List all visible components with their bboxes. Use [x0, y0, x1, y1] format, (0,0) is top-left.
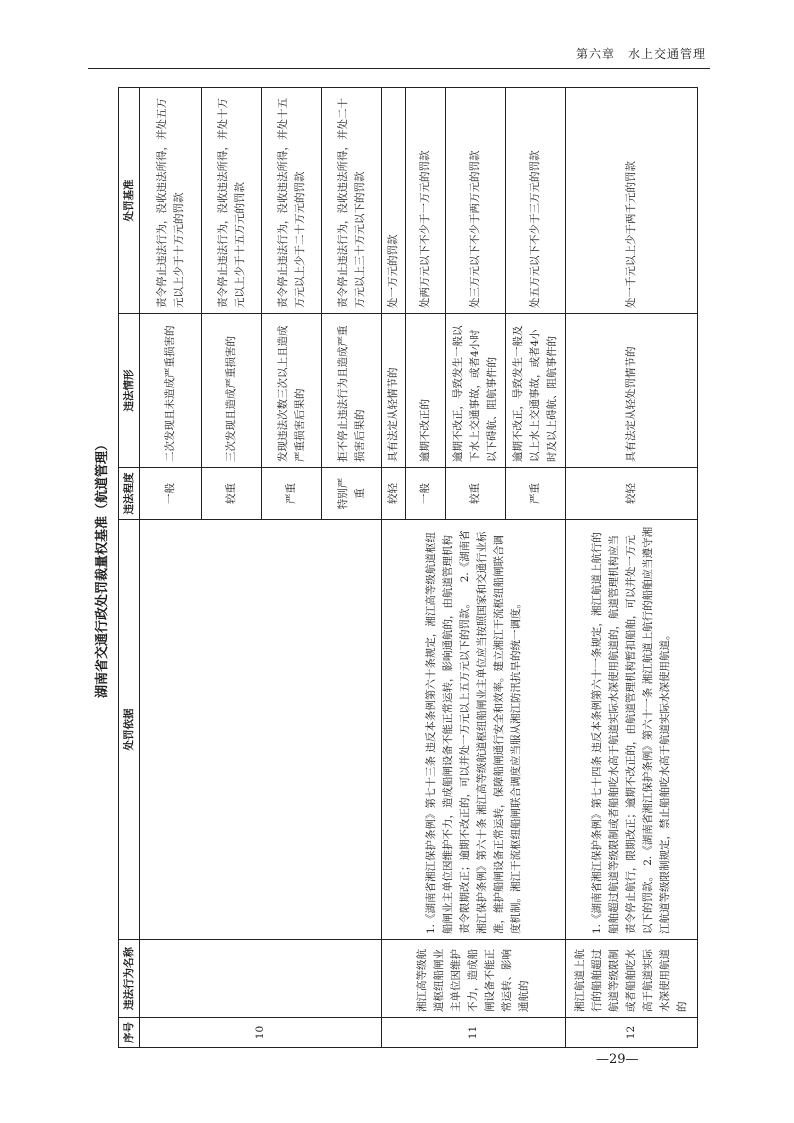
- page-header: 第六章 水上交通管理: [575, 47, 706, 61]
- table-row: [140, 88, 202, 1048]
- situation-cell: 三次发现且造成严重损害的: [202, 314, 262, 468]
- standard-cell: 责令停止违法行为，没收违法所得，并处十万元以上少于十五万元的罚款: [202, 88, 262, 314]
- situation-cell: 逾期不改正的: [406, 314, 446, 468]
- table-row: [382, 88, 406, 1048]
- name-cell: 湘江航道上航行的船舶超过航道等级限制或者船舶吃水高于航道实际水深使用航道的: [566, 940, 698, 1018]
- rotated-table-wrapper: [88, 88, 710, 1048]
- degree-cell: 较轻: [382, 468, 406, 520]
- situation-cell: 二次发现且未造成严重损害的: [140, 314, 202, 468]
- col-standard: 处罚基准: [119, 88, 140, 314]
- degree-cell: 严重: [506, 468, 566, 520]
- col-name: 违法行为名称: [119, 940, 140, 1018]
- seq-cell: 10: [140, 1018, 382, 1048]
- situation-cell: 逾期不改正，导致发生一般以下水上交通事故，或者4小时以下碍航、阻航事件的: [446, 314, 506, 468]
- name-cell: [140, 940, 382, 1018]
- situation-cell: 具有法定从轻情节的: [382, 314, 406, 468]
- seq-cell: 11: [382, 1018, 566, 1048]
- seq-cell: 12: [566, 1018, 698, 1048]
- table-row: [566, 88, 698, 1048]
- situation-cell: 具有法定从轻处罚情节的: [566, 314, 698, 468]
- table-header-row: [119, 88, 140, 1048]
- standard-cell: 处一千元以上少于两千元的罚款: [566, 88, 698, 314]
- penalty-table: [118, 87, 698, 1048]
- standard-cell: 处五万元以下不少于三万元的罚款: [506, 88, 566, 314]
- col-basis: 处罚依据: [119, 520, 140, 940]
- table-title: 湖南省交通行政处罚裁量权基准（航道管理）: [95, 438, 110, 699]
- situation-cell: 逾期不改正，导致发生一般及以上水上交通事故，或者4小时及以上碍航、阻航事件的: [506, 314, 566, 468]
- standard-cell: 处两万元以下不少于一万元的罚款: [406, 88, 446, 314]
- col-seq: 序号: [119, 1018, 140, 1048]
- situation-cell: 拒不停止违法行为且造成严重损害后果的: [322, 314, 382, 468]
- basis-cell: 1.《湖南省湘江保护条例》第七十四条 违反本条例第六十一条规定，湘江航道上航行的船舶超过航道等级限制或者船舶吃水高于航道实际水深使用航道的，航道管理机构应当责令停止航行，限期改正；逾期不改正的，由航道管理机构暂扣船舶，可以并处一万元以下的罚款。 2.《湖南省湘江保护条例》第六十一条 湘江航道上航行的船舶应当遵守湘江航道等级限制规定，禁止船舶吃水高于航道实际水深使用航道。: [566, 520, 698, 940]
- situation-cell: 发现违法次数三次以上且造成严重损害后果的: [262, 314, 322, 468]
- standard-cell: 责令停止违法行为，没收违法所得，并处五万元以上少于十万元的罚款: [140, 88, 202, 314]
- standard-cell: 处三万元以下不少于两万元的罚款: [446, 88, 506, 314]
- basis-cell: 1.《湖南省湘江保护条例》第七十三条 违反本条例第六十条规定，湘江高等级航道枢纽船闸业主单位因维护不力，造成船闸设备不能正常运转，影响通航的，由航道管理机构责令限期改正；逾期不改正的，可以并处一万元以上五万元以下的罚款。 2.《湖南省湘江保护条例》第六十条 湘江高等级航道枢纽船闸业主单位应当按照国家和交通行业标准，维护船闸设备正常运转，保障船闸通行安全和效率。建立湘江干流枢纽船闸联合调度机制。湘江干流枢纽船闸联合调度应当服从湘江防汛抗旱的统一调度。: [382, 520, 566, 940]
- degree-cell: 较重: [202, 468, 262, 520]
- col-situation: 违法情形: [119, 314, 140, 468]
- standard-cell: 处一万元的罚款: [382, 88, 406, 314]
- degree-cell: 较轻: [566, 468, 698, 520]
- degree-cell: 一般: [406, 468, 446, 520]
- degree-cell: 较重: [446, 468, 506, 520]
- degree-cell: 特别严重: [322, 468, 382, 520]
- basis-cell: [140, 520, 382, 940]
- standard-cell: 责令停止违法行为，没收违法所得，并处十五万元以上少于二十万元的罚款: [262, 88, 322, 314]
- page-number: —29—: [596, 1052, 639, 1067]
- col-degree: 违法程度: [119, 468, 140, 520]
- degree-cell: 一般: [140, 468, 202, 520]
- degree-cell: 严重: [262, 468, 322, 520]
- header-rule: [88, 68, 710, 69]
- name-cell: 湘江高等级航道枢纽船闸业主单位因维护不力，造成船闸设备不能正常运转、影响通航的: [382, 940, 566, 1018]
- standard-cell: 责令停止违法行为，没收违法所得，并处二十万元以上三十万元以下的罚款: [322, 88, 382, 314]
